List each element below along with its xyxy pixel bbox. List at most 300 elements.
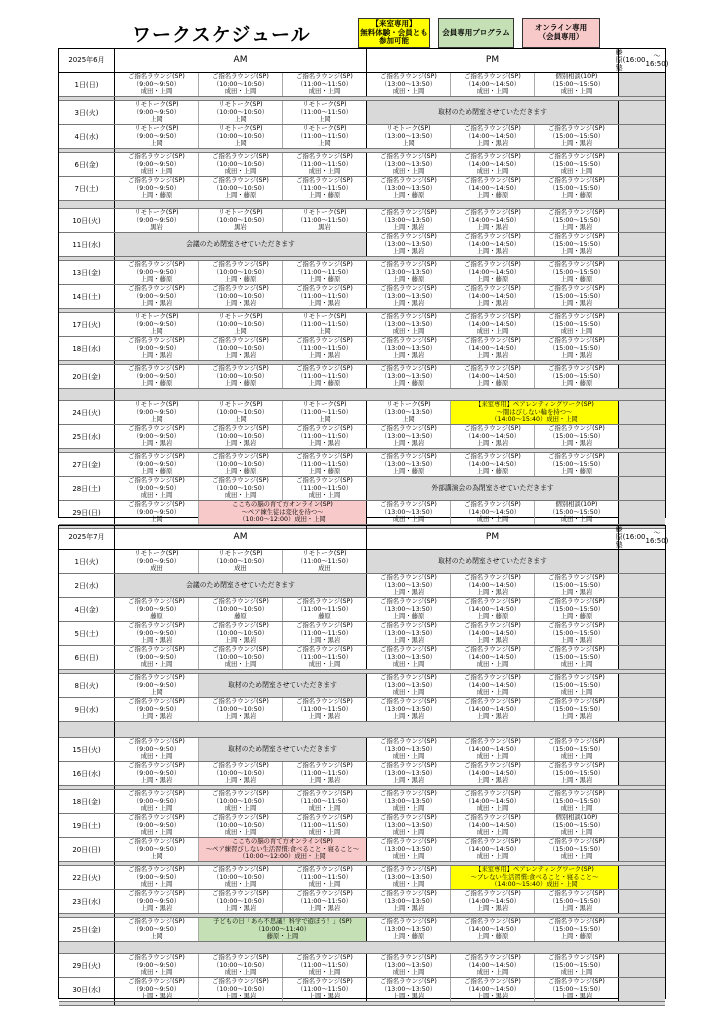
cell-line: ～闇はびしない輪を持つ～ xyxy=(496,408,573,416)
session-cell xyxy=(283,401,367,424)
cell-line: （13:00～13:50） xyxy=(380,320,437,328)
session-cell xyxy=(535,313,619,336)
session-cell xyxy=(451,73,535,96)
cell-line: ご指名ラウンジ(SP) xyxy=(464,125,521,133)
cell-line: ご指名ラウンジ(SP) xyxy=(464,233,521,241)
session-cell xyxy=(367,425,451,448)
cell-line: リモトーク(SP) xyxy=(134,209,179,217)
session-cell xyxy=(367,674,451,697)
session-cell xyxy=(451,622,535,645)
table-row xyxy=(59,261,665,285)
cell-line: ご指名ラウンジ(SP) xyxy=(128,954,185,962)
cell-line: ご指名ラウンジ(SP) xyxy=(296,261,353,269)
cell-line: 成田・上岡 xyxy=(476,689,509,697)
spacer-row xyxy=(59,389,665,401)
cell-line: ご指名ラウンジ(SP) xyxy=(548,598,605,606)
cell-line: （11:00～11:50） xyxy=(296,108,353,116)
session-cell xyxy=(367,646,451,669)
extra-cell xyxy=(619,285,665,308)
cell-line: ～ブレない生活習慣:食べること・寝ること～ xyxy=(470,873,599,881)
cell-line: リモトーク(SP) xyxy=(302,209,347,217)
cell-line: 成田・上岡 xyxy=(560,969,593,977)
cell-line: 上岡・藤原 xyxy=(140,276,173,284)
session-cell xyxy=(535,738,619,761)
cell-line: リモトーク(SP) xyxy=(218,125,263,133)
table-row xyxy=(59,153,665,177)
cell-line: （10:00～10:50） xyxy=(212,985,269,993)
session-cell xyxy=(115,285,199,308)
cell-line: （10:00～11:40） xyxy=(254,925,311,933)
cell-line: リモトーク(SP) xyxy=(386,401,431,409)
cell-line: 成田・上岡 xyxy=(308,829,341,837)
cell-line: ～16:50) xyxy=(645,529,669,545)
date-cell: 19日(土) xyxy=(59,814,115,837)
cell-line: ご指名ラウンジ(SP) xyxy=(548,453,605,461)
cell-line: （9:00～9:50） xyxy=(132,432,181,440)
cell-line: 成田・上岡 xyxy=(476,88,509,96)
cell-line: ご指名ラウンジ(SP) xyxy=(548,762,605,770)
cell-line: 上岡・黒岩 xyxy=(140,352,173,360)
cell-line: ご指名ラウンジ(SP) xyxy=(464,622,521,630)
cell-line: ご指名ラウンジ(SP) xyxy=(464,838,521,846)
cell-line: 上岡・藤原 xyxy=(308,380,341,388)
session-cell xyxy=(283,814,367,837)
cell-line: リモトーク(SP) xyxy=(302,101,347,109)
cell-line: 取材のため閉室させていただきます xyxy=(438,108,547,117)
session-cell xyxy=(199,890,283,913)
cell-line: （11:00～11:50） xyxy=(296,985,353,993)
session-cell xyxy=(115,790,199,813)
session-cell xyxy=(367,313,451,336)
cell-line: ご指名ラウンジ(SP) xyxy=(548,209,605,217)
cell-line: 上岡・藤原 xyxy=(560,613,593,621)
closed-notice xyxy=(199,738,367,761)
session-cell xyxy=(535,285,619,308)
session-cell xyxy=(535,978,619,1001)
extra-cell xyxy=(619,477,665,500)
extra-cell xyxy=(619,866,665,889)
cell-line: 成田・上岡 xyxy=(476,829,509,837)
session-cell xyxy=(367,698,451,721)
session-cell xyxy=(451,918,535,941)
cell-line: （15:00～15:50） xyxy=(548,372,605,380)
date-cell: 28日(土) xyxy=(59,477,115,500)
cell-line: 成田・上岡 xyxy=(476,168,509,176)
cell-line: 上岡・黒岩 xyxy=(308,713,341,721)
table-row xyxy=(59,838,665,862)
cell-line: ご指名ラウンジ(SP) xyxy=(380,646,437,654)
table-row xyxy=(59,285,665,309)
extra-cell xyxy=(619,313,665,336)
session-cell xyxy=(367,954,451,977)
legend-line: 無料体験・会員とも xyxy=(360,27,428,37)
session-cell xyxy=(535,574,619,597)
cell-line: ご指名ラウンジ(SP) xyxy=(548,125,605,133)
cell-line: （15:00～15:50） xyxy=(548,897,605,905)
cell-line: ご指名ラウンジ(SP) xyxy=(464,73,521,81)
cell-line: 上岡・黒岩 xyxy=(140,713,173,721)
cell-line: 成田・上岡 xyxy=(476,853,509,861)
cell-line: 上岡・黒岩 xyxy=(224,637,257,645)
session-cell xyxy=(367,337,451,360)
cell-line: （10:00～12:00）成田・上岡 xyxy=(239,853,326,861)
cell-line: ご指名ラウンジ(SP) xyxy=(128,838,185,846)
cell-line: ご指名ラウンジ(SP) xyxy=(380,501,437,509)
cell-line: 上岡・黒岩 xyxy=(308,440,341,448)
cell-line: （14:00～14:50） xyxy=(464,985,521,993)
date-cell: 5日(土) xyxy=(59,622,115,645)
cell-line: ご指名ラウンジ(SP) xyxy=(548,978,605,986)
month-header xyxy=(59,526,115,550)
cell-line: （13:00～13:50） xyxy=(380,292,437,300)
cell-line: （15:00～15:50） xyxy=(548,132,605,140)
cell-line: 成田・上岡 xyxy=(392,853,425,861)
cell-line: ご指名ラウンジ(SP) xyxy=(128,177,185,185)
cell-line: 上岡・黒岩 xyxy=(560,248,593,256)
cell-line: （11:00～11:50） xyxy=(296,629,353,637)
cell-line: （9:00～9:50） xyxy=(132,705,181,713)
cell-line: リモトーク(SP) xyxy=(218,101,263,109)
cell-line: ご指名ラウンジ(SP) xyxy=(380,285,437,293)
cell-line: （9:00～9:50） xyxy=(132,681,181,689)
cell-line: （10:00～10:50） xyxy=(212,821,269,829)
cell-line: ご指名ラウンジ(SP) xyxy=(548,838,605,846)
session-cell xyxy=(115,261,199,284)
session-cell xyxy=(115,337,199,360)
cell-line: （13:00～13:50） xyxy=(380,705,437,713)
cell-line: （11:00～11:50） xyxy=(296,557,353,565)
session-cell xyxy=(367,814,451,837)
extra-cell xyxy=(619,646,665,669)
cell-line: （13:00～13:50） xyxy=(380,184,437,192)
cell-line: 上岡・黒岩 xyxy=(140,777,173,785)
table-row xyxy=(59,918,665,942)
cell-line: 上岡・藤原 xyxy=(140,468,173,476)
cell-line: ご指名ラウンジ(SP) xyxy=(380,425,437,433)
cell-line: （15:00～15:50） xyxy=(548,320,605,328)
cell-line: 成田・上岡 xyxy=(140,492,173,500)
session-cell xyxy=(283,550,367,573)
session-cell xyxy=(451,337,535,360)
table-row xyxy=(59,101,665,125)
cell-line: 成田・上岡 xyxy=(560,168,593,176)
cell-line: （13:00～13:50） xyxy=(380,845,437,853)
cell-line: 藤原塾 xyxy=(615,525,623,549)
cell-line: ご指名ラウンジ(SP) xyxy=(296,453,353,461)
cell-line: （14:00～14:50） xyxy=(464,845,521,853)
extra-cell xyxy=(619,954,665,977)
cell-line: （11:00～11:50） xyxy=(296,460,353,468)
cell-line: ご指名ラウンジ(SP) xyxy=(464,261,521,269)
session-cell xyxy=(283,453,367,476)
cell-line: （9:00～9:50） xyxy=(132,961,181,969)
cell-line: 藤原塾 xyxy=(615,48,623,72)
cell-line: （13:00～13:50） xyxy=(380,581,437,589)
cell-line: ご指名ラウンジ(SP) xyxy=(212,646,269,654)
cell-line: ご指名ラウンジ(SP) xyxy=(296,425,353,433)
table-row xyxy=(59,598,665,622)
cell-line: （15:00～15:50） xyxy=(548,745,605,753)
cell-line: 上岡・藤原 xyxy=(308,468,341,476)
cell-line: （15:00～15:50） xyxy=(548,344,605,352)
cell-line: 上岡 xyxy=(150,140,163,148)
cell-line: （11:00～11:50） xyxy=(296,80,353,88)
session-cell xyxy=(115,313,199,336)
cell-line: 成田・上岡 xyxy=(308,969,341,977)
cell-line: ご指名ラウンジ(SP) xyxy=(380,153,437,161)
cell-line: 上岡・藤原 xyxy=(224,192,257,200)
session-cell xyxy=(535,125,619,148)
cell-line: （15:00～15:50） xyxy=(548,681,605,689)
cell-line: 上岡 xyxy=(234,116,247,124)
cell-line: ご指名ラウンジ(SP) xyxy=(464,365,521,373)
session-cell xyxy=(535,425,619,448)
cell-line: 上岡・黒岩 xyxy=(308,777,341,785)
cell-line: 上岡・黒岩 xyxy=(224,905,257,913)
session-cell xyxy=(535,646,619,669)
cell-line: ご指名ラウンジ(SP) xyxy=(380,453,437,461)
date-cell xyxy=(59,97,115,100)
extra-cell xyxy=(619,598,665,621)
session-cell xyxy=(535,790,619,813)
session-cell xyxy=(451,762,535,785)
cell-line: 上岡・黒岩 xyxy=(392,637,425,645)
cell-line: 成田・上岡 xyxy=(224,969,257,977)
cell-line: （11:00～11:50） xyxy=(296,408,353,416)
cell-line: ご指名ラウンジ(SP) xyxy=(380,866,437,874)
session-cell xyxy=(367,209,451,232)
extra-cell xyxy=(619,698,665,721)
cell-line: （9:00～9:50） xyxy=(132,408,181,416)
cell-line: 黒岩 xyxy=(318,224,331,232)
cell-line: （13:00～13:50） xyxy=(380,769,437,777)
table-row xyxy=(59,762,665,786)
cell-line: （15:00～15:50） xyxy=(548,216,605,224)
cell-line: ご指名ラウンジ(SP) xyxy=(296,954,353,962)
date-cell: 3日(火) xyxy=(59,101,115,124)
cell-line: 上岡・黒岩 xyxy=(140,440,173,448)
cell-line: （11:00～11:50） xyxy=(296,797,353,805)
session-cell xyxy=(451,814,535,837)
cell-line: 上岡・藤原 xyxy=(224,380,257,388)
session-cell xyxy=(367,261,451,284)
cell-line: （11:00～11:50） xyxy=(296,268,353,276)
cell-line: 上岡・藤原 xyxy=(392,276,425,284)
session-cell xyxy=(115,890,199,913)
cell-line: （10:00～10:50） xyxy=(212,216,269,224)
cell-line: 成田・上岡 xyxy=(392,829,425,837)
cell-line: 上岡・黒岩 xyxy=(224,993,257,1001)
cell-line: （14:00～14:50） xyxy=(464,184,521,192)
cell-line: 上岡 xyxy=(318,416,331,424)
date-cell xyxy=(59,449,115,452)
session-cell xyxy=(283,762,367,785)
cell-line: 上岡・藤原 xyxy=(476,192,509,200)
cell-line: 成田 xyxy=(318,565,331,573)
session-cell xyxy=(283,261,367,284)
cell-line: 上岡・藤原 xyxy=(560,192,593,200)
cell-line: 上岡・黒岩 xyxy=(392,352,425,360)
cell-line: 上岡・藤原 xyxy=(476,276,509,284)
session-cell xyxy=(115,209,199,232)
cell-line: 上岡・黒岩 xyxy=(476,440,509,448)
cell-line: ご指名ラウンジ(SP) xyxy=(212,954,269,962)
extra-cell xyxy=(619,209,665,232)
cell-line: （13:00～13:50） xyxy=(380,460,437,468)
table-row xyxy=(59,125,665,149)
extra-cell xyxy=(619,814,665,837)
session-cell xyxy=(451,598,535,621)
cell-line: ご指名ラウンジ(SP) xyxy=(380,233,437,241)
cell-line: （9:00～9:50） xyxy=(132,629,181,637)
cell-line: 成田・上岡 xyxy=(560,689,593,697)
cell-line: 黒岩 xyxy=(234,224,247,232)
cell-line: 上岡・藤原 xyxy=(224,276,257,284)
session-cell xyxy=(367,401,451,424)
cell-line: （9:00～9:50） xyxy=(132,184,181,192)
table-row xyxy=(59,890,665,914)
date-cell: 24日(火) xyxy=(59,401,115,424)
session-cell xyxy=(367,501,451,524)
cell-line: （11:00～11:50） xyxy=(296,961,353,969)
cell-line: 上岡・黒岩 xyxy=(560,637,593,645)
cell-line: ～ペア練生徒は変化を待つ～ xyxy=(241,508,324,516)
cell-line: 上岡 xyxy=(150,328,163,336)
cell-line: ご指名ラウンジ(SP) xyxy=(380,790,437,798)
cell-line: 成田・上岡 xyxy=(308,661,341,669)
cell-line: ご指名ラウンジ(SP) xyxy=(464,918,521,926)
cell-line: ご指名ラウンジ(SP) xyxy=(212,177,269,185)
cell-line: ご指名ラウンジ(SP) xyxy=(296,890,353,898)
session-cell xyxy=(451,674,535,697)
session-cell xyxy=(451,261,535,284)
cell-line: （13:00～13:50） xyxy=(380,681,437,689)
cell-line: 上岡・黒岩 xyxy=(476,300,509,308)
cell-line: ご指名ラウンジ(SP) xyxy=(296,153,353,161)
date-cell: 4日(金) xyxy=(59,598,115,621)
am-header: AM xyxy=(115,49,367,73)
cell-line: 6月 xyxy=(93,56,105,65)
closed-notice xyxy=(367,550,619,573)
cell-line: （15:00～15:50） xyxy=(548,460,605,468)
table-row xyxy=(59,73,665,97)
cell-line: ご指名ラウンジ(SP) xyxy=(296,866,353,874)
date-cell xyxy=(59,257,115,260)
cell-line: ご指名ラウンジ(SP) xyxy=(380,954,437,962)
cell-line: 上岡・黒岩 xyxy=(560,224,593,232)
session-cell xyxy=(199,313,283,336)
cell-line: （10:00～10:50） xyxy=(212,184,269,192)
session-cell xyxy=(367,738,451,761)
cell-line: ご指名ラウンジ(SP) xyxy=(548,365,605,373)
session-cell xyxy=(115,598,199,621)
session-cell xyxy=(451,790,535,813)
session-cell xyxy=(283,866,367,889)
session-cell xyxy=(199,101,283,124)
session-cell xyxy=(535,501,619,524)
date-cell: 1日(日) xyxy=(59,73,115,96)
cell-line: 上岡・黒岩 xyxy=(560,352,593,360)
cell-line: ご指名ラウンジ(SP) xyxy=(380,365,437,373)
table-row xyxy=(59,738,665,762)
session-cell xyxy=(451,285,535,308)
session-cell xyxy=(115,153,199,176)
cell-line: 上岡・黒岩 xyxy=(308,352,341,360)
cell-line: 会議のため閉室させていただきます xyxy=(186,240,295,249)
cell-line: リモトーク(SP) xyxy=(134,313,179,321)
cell-line: 上岡・黒岩 xyxy=(392,224,425,232)
cell-line: 上岡・黒岩 xyxy=(476,589,509,597)
session-cell xyxy=(535,365,619,388)
cell-line: （14:00～14:50） xyxy=(464,320,521,328)
cell-line: （15:00～15:50） xyxy=(548,629,605,637)
cell-line: （14:00～14:50） xyxy=(464,581,521,589)
cell-line: 成田・上岡 xyxy=(140,881,173,889)
cell-line: リモトーク(SP) xyxy=(134,101,179,109)
cell-line: ご指名ラウンジ(SP) xyxy=(464,790,521,798)
extra-cell xyxy=(619,501,665,524)
schedule-table-july xyxy=(58,525,669,1001)
session-cell xyxy=(367,233,451,256)
spacer-row xyxy=(59,201,665,209)
cell-line: ご指名ラウンジ(SP) xyxy=(128,153,185,161)
cell-line: ご指名ラウンジ(SP) xyxy=(296,646,353,654)
session-cell xyxy=(283,622,367,645)
session-cell xyxy=(199,125,283,148)
session-cell xyxy=(283,954,367,977)
date-cell xyxy=(59,942,115,953)
cell-line: （10:00～10:50） xyxy=(212,160,269,168)
extra-cell xyxy=(619,790,665,813)
extra-cell xyxy=(619,762,665,785)
cell-line: リモトーク(SP) xyxy=(134,125,179,133)
cell-line: （11:00～11:50） xyxy=(296,605,353,613)
session-cell xyxy=(535,598,619,621)
cell-line: 上岡 xyxy=(150,516,163,524)
session-cell xyxy=(199,261,283,284)
cell-line: ご指名ラウンジ(SP) xyxy=(464,598,521,606)
cell-line: （9:00～9:50） xyxy=(132,216,181,224)
cell-line: ご指名ラウンジ(SP) xyxy=(128,918,185,926)
cell-line: 上岡・黒岩 xyxy=(308,993,341,1001)
cell-line: ご指名ラウンジ(SP) xyxy=(296,285,353,293)
cell-line: 上岡・黒岩 xyxy=(140,905,173,913)
cell-line: （13:00～13:50） xyxy=(380,240,437,248)
cell-line: 上岡 xyxy=(150,853,163,861)
cell-line: 上岡 xyxy=(318,116,331,124)
session-cell xyxy=(367,866,451,889)
session-cell xyxy=(199,153,283,176)
cell-line: 成田・上岡 xyxy=(476,805,509,813)
table-row xyxy=(59,477,665,501)
cell-line: ご指名ラウンジ(SP) xyxy=(380,674,437,682)
cell-line: （14:00～14:50） xyxy=(464,292,521,300)
cell-line: （10:00～10:50） xyxy=(212,557,269,565)
cell-line: 上岡・藤原 xyxy=(308,276,341,284)
cell-line: （13:00～13:50） xyxy=(380,344,437,352)
cell-line: 2025年 xyxy=(68,56,94,65)
cell-line: （9:00～9:50） xyxy=(132,132,181,140)
am-header: AM xyxy=(115,526,367,550)
cell-line: （15:00～15:50） xyxy=(548,80,605,88)
session-cell xyxy=(115,762,199,785)
cell-line: （9:00～9:50） xyxy=(132,108,181,116)
session-cell xyxy=(115,125,199,148)
cell-line: リモトーク(SP) xyxy=(386,125,431,133)
cell-line: （9:00～9:50） xyxy=(132,557,181,565)
cell-line: （10:00～10:50） xyxy=(212,408,269,416)
date-cell: 14日(土) xyxy=(59,285,115,308)
